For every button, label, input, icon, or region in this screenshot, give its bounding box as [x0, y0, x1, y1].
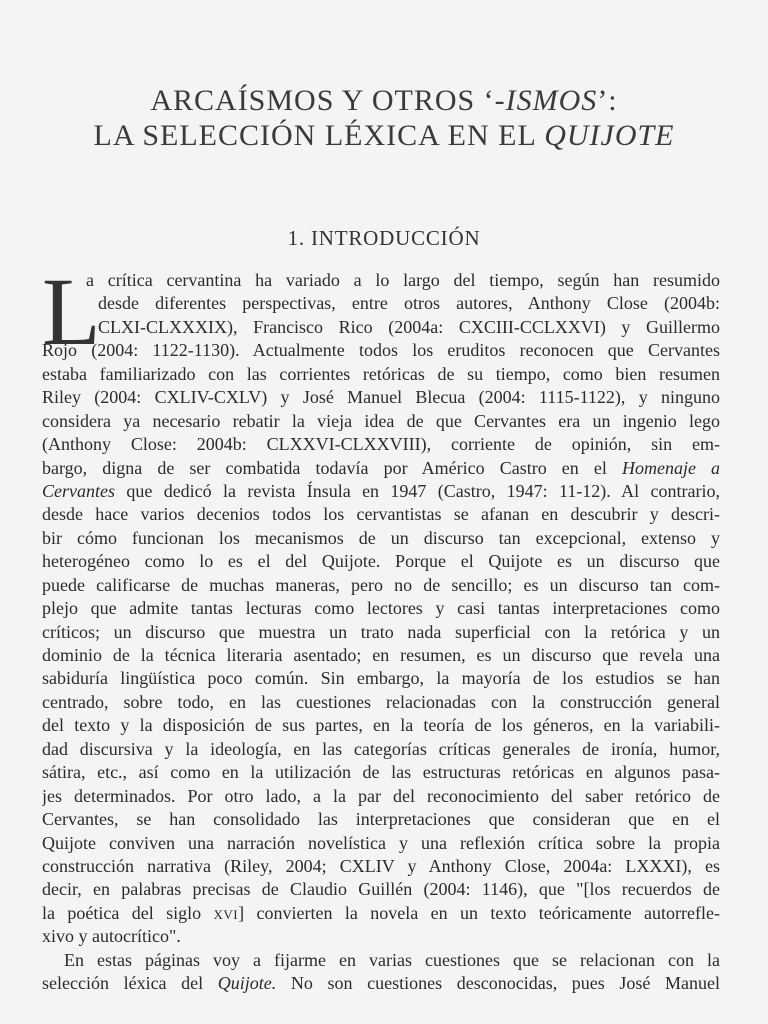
text-line: Cervantes, se han consolidado las interpretaciones que consideran que en el [42, 809, 720, 830]
text-line [42, 457, 720, 480]
text-line: (Anthony Close: 2004b: CLXXVI-CLXXVIII), corriente de opinión, sin em- [42, 434, 720, 455]
text-run: bargo, digna de ser combatida todavía por Américo Castro en el [42, 457, 607, 478]
body-paragraphs [42, 269, 720, 996]
text-line: CLXI-CLXXXIX), Francisco Rico (2004a: CXCIII-CCLXXVI) y Guillermo [98, 316, 720, 337]
text-line: Rojo (2004: 1122-1130). Actualmente todos los eruditos reconocen que Cervantes [42, 340, 720, 361]
text-line: desde diferentes perspectivas, entre otros autores, Anthony Close (2004b: [98, 293, 720, 314]
text-line: críticos; un discurso que muestra un trato nada superficial con la retórica y un [42, 621, 720, 642]
text-line: del texto y la disposición de sus partes, en la teoría de los géneros, en la variabili- [42, 715, 720, 736]
text-line: centrado, sobre todo, en las cuestiones relacionadas con la construcción general [42, 691, 720, 712]
text-run: ] convierten la novela en un texto teóricamente autorrefle- [238, 902, 720, 923]
text-line: dad discursiva y la ideología, en las categorías críticas generales de ironía, humor, [42, 738, 720, 759]
text-line: En estas páginas voy a fijarme en varias cuestiones que se relacionan con la [64, 949, 720, 970]
text-line: jes determinados. Por otro lado, a la par del reconocimiento del saber retórico de [42, 785, 720, 806]
text-line: bir cómo funcionan los mecanismos de un discurso tan excepcional, extenso y [42, 527, 720, 548]
text-line [42, 972, 720, 995]
text-line: xivo y autocrítico". [42, 926, 181, 947]
text-line: sátira, etc., así como en la utilización de las estructuras retóricas en algunos pasa- [42, 762, 720, 783]
text-run: selección léxica del [42, 973, 204, 994]
chapter-title-line-2 [0, 119, 768, 153]
text-line: construcción narrativa (Riley, 2004; CXLIV y Anthony Close, 2004a: LXXXI), es [42, 855, 720, 876]
text-run: No son cuestiones desconocidas, pues José Manuel [290, 973, 720, 994]
text-line: estaba familiarizado con las corrientes retóricas de su tiempo, como bien resumen [42, 363, 720, 384]
text-line: Riley (2004: CXLIV-CXLV) y José Manuel Blecua (2004: 1115-1122), y ninguno [42, 387, 720, 408]
section-heading: 1. INTRODUCCIÓN [287, 226, 481, 250]
drop-cap: L [42, 258, 101, 365]
text-line: plejo que admite tantas lecturas como lectores y casi tantas interpretaciones como [42, 598, 720, 619]
title-text: ’: [597, 84, 618, 117]
text-line: considera ya necesario rebatir la vieja idea de que Cervantes era un ingenio lego [42, 410, 720, 431]
text-line [42, 902, 720, 925]
text-line: heterogéneo como lo es el del Quijote. Porque el Quijote es un discurso que [42, 551, 720, 572]
text-line [42, 480, 720, 503]
chapter-title-line-1 [0, 84, 768, 118]
text-line: puede calificarse de muchas maneras, pero no de sencillo; es un discurso tan com- [42, 574, 720, 595]
text-line: sabiduría lingüística poco común. Sin embargo, la mayoría de los estudios se han [42, 668, 720, 689]
text-line: a crítica cervantina ha variado a lo largo del tiempo, según han resumido [86, 270, 720, 290]
text-line: decir, en palabras precisas de Claudio Guillén (2004: 1146), que "[los recuerdos de [42, 879, 720, 900]
title-italic-text: QUIJOTE [544, 119, 675, 152]
italic-title-run: Cervantes [42, 480, 115, 501]
text-run: que dedicó la revista Ínsula en 1947 (Castro, 1947: 11-12). Al contrario, [126, 480, 720, 501]
small-caps-run: XVI [213, 906, 239, 922]
text-line: desde hace varios decenios todos los cervantistas se afanan en descubrir y descri- [42, 504, 720, 525]
title-text: ARCAÍSMOS Y OTROS ‘ [150, 84, 495, 117]
text-run: la poética del siglo [42, 902, 202, 923]
title-italic-text: -ISMOS [494, 84, 598, 117]
text-line: dominio de la técnica literaria asentado; en resumen, es un discurso que revela una [42, 645, 720, 665]
italic-title-run: Homenaje a [621, 457, 720, 478]
title-text: LA SELECCIÓN LÉXICA EN EL [93, 119, 545, 152]
text-line: Quijote conviven una narración novelística y una reflexión crítica sobre la propia [42, 832, 720, 853]
italic-title-run: Quijote. [217, 973, 277, 994]
